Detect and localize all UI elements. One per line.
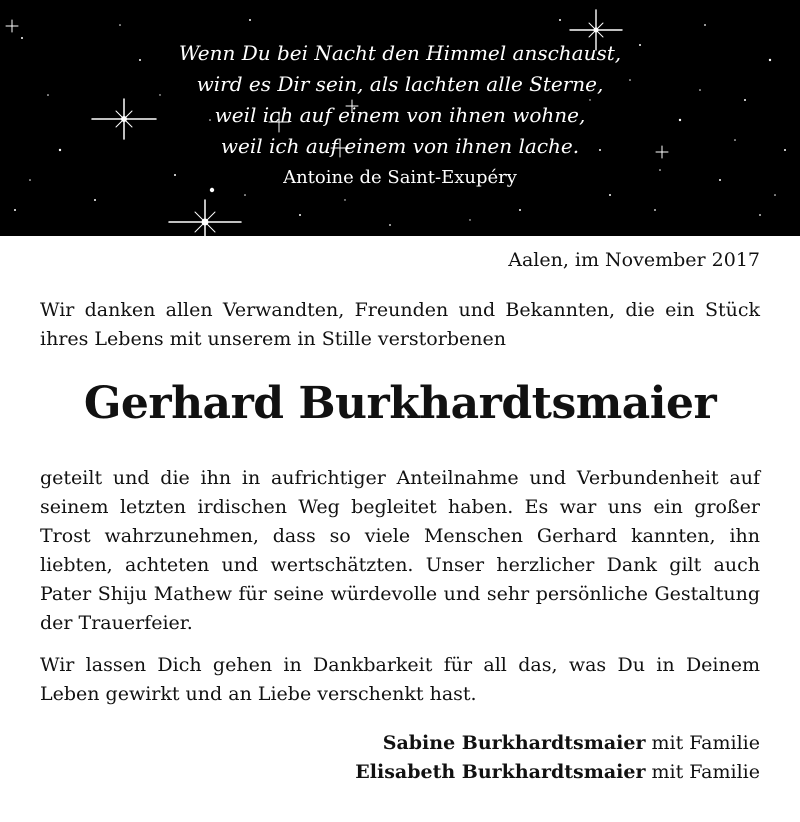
- poem-author: Antoine de Saint-Exupéry: [283, 167, 517, 188]
- poem-line: Wenn Du bei Nacht den Himmel anschaust,: [178, 41, 622, 65]
- deceased-name: Gerhard Burkhardtsmaier: [83, 378, 717, 429]
- sparkle-star: [6, 20, 18, 32]
- signature-line: [40, 758, 760, 787]
- poem-line: wird es Dir sein, als lachten alle Sterne,: [196, 72, 604, 96]
- poem-line: weil ich auf einem von ihnen lache.: [220, 134, 580, 158]
- starry-sky-header: [0, 0, 800, 236]
- signature-name: Elisabeth Burkhardtsmaier: [355, 761, 646, 783]
- thanks-paragraph: geteilt und die ihn in aufrichtiger Anteilnahme und Verbundenheit auf seinem letzten irdischen Weg begleitet haben. Es war uns ein großer Trost wahrzunehmen, dass so viele Menschen Gerhard kannten, ihn liebten, achteten und wertschätzten. Unser herzlicher Dank gilt auch Pater Shiju Mathew für seine würdevolle und sehr persönliche Gestaltung der Trauerfeier.: [40, 467, 760, 634]
- signature-suffix: mit Familie: [645, 761, 760, 783]
- signature-name: Sabine Burkhardtsmaier: [382, 732, 646, 754]
- notice-content: [40, 236, 760, 787]
- signature-block: [40, 729, 760, 787]
- date-line: Aalen, im November 2017: [508, 249, 760, 271]
- signature-suffix: mit Familie: [645, 732, 760, 754]
- poem-line: weil ich auf einem von ihnen wohne,: [214, 103, 586, 127]
- intro-paragraph: Wir danken allen Verwandten, Freunden und Bekannten, die ein Stück ihres Lebens mit unserem in Stille verstorbenen: [40, 299, 760, 350]
- sparkle-star: [169, 200, 241, 236]
- poem-quote: [0, 38, 800, 193]
- closing-paragraph: Wir lassen Dich gehen in Dankbarkeit für all das, was Du in Deinem Leben gewirkt und an Liebe verschenkt hast.: [40, 654, 760, 705]
- signature-line: [40, 729, 760, 758]
